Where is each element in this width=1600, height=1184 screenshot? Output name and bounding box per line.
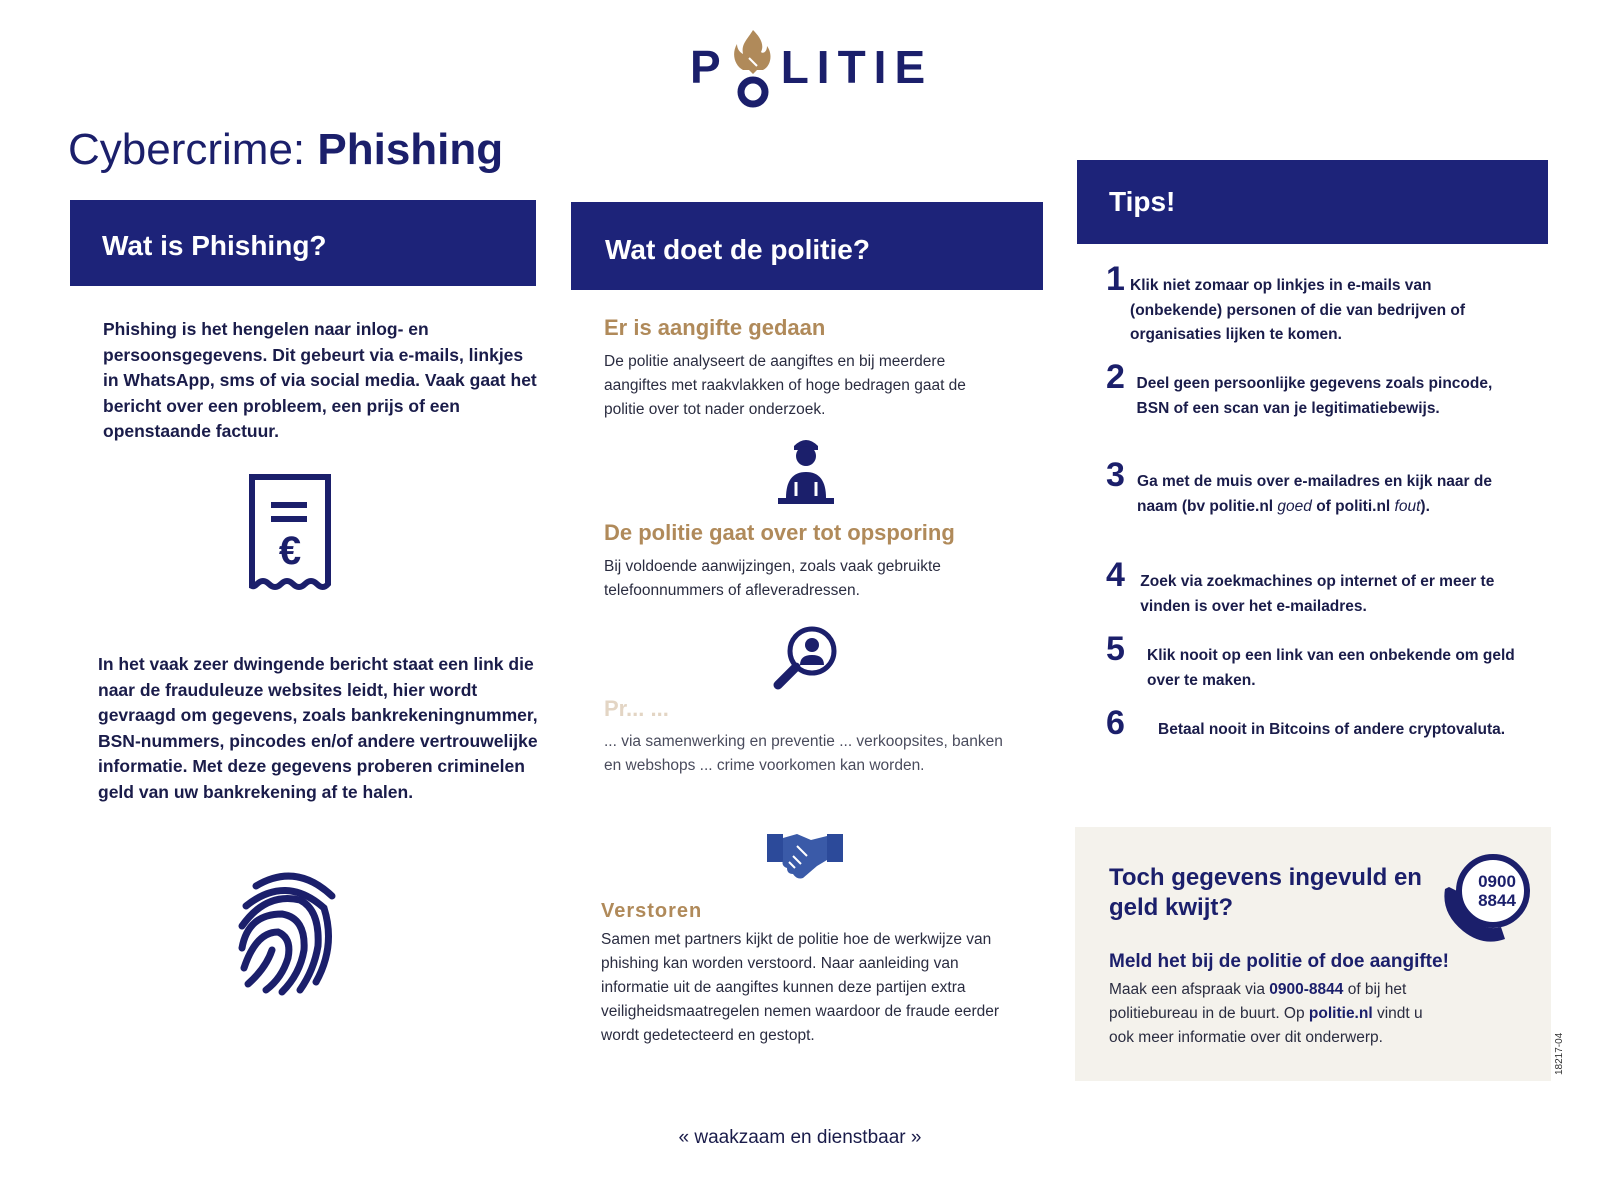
politie-logo <box>690 22 933 112</box>
report-box-title: Toch gegevens ingevuld en geld kwijt? <box>1109 864 1422 921</box>
section-title-verstoren: Verstoren <box>601 900 703 922</box>
report-box-body <box>1109 978 1449 1050</box>
tip-item <box>1106 558 1526 632</box>
section-title-opsporing: De politie gaat over tot opsporing <box>604 520 955 545</box>
tip-item <box>1106 706 1526 780</box>
section-body-aangifte: De politie analyseert de aangiftes en bij meerdere aangiftes met raakvlakken of hoge bedragen gaat de politie over tot nader onderzoek. <box>604 353 966 418</box>
phishing-detail-text: In het vaak zeer dwingende bericht staat een link die naar de frauduleuze websites leidt, hier wordt gevraagd om gegevens, zoals bankrekeningnummer, BSN-nummers, pincodes en/of andere vertrouwelijke informatie. Met deze gegevens proberen criminelen geld van uw bankrekening af te halen. <box>98 654 538 802</box>
magnifier-person-icon <box>772 623 840 696</box>
footer-slogan: « waakzaam en dienstbaar » <box>678 1127 922 1148</box>
tip-number: 6 <box>1106 704 1125 742</box>
page-title <box>68 125 503 175</box>
receipt-euro-symbol: € <box>278 529 302 573</box>
politie-emblem-icon <box>723 22 783 112</box>
banner-heading: Wat doet de politie? <box>605 234 870 265</box>
phone-number-line2: 8844 <box>1478 891 1516 910</box>
tip-item <box>1106 458 1526 558</box>
report-box-subtitle: Meld het bij de politie of doe aangifte! <box>1109 951 1449 972</box>
tip-text-bad: fout <box>1394 497 1421 515</box>
tip-text: Betaal nooit in Bitcoins of andere cryptovaluta. <box>1158 721 1506 738</box>
police-officer-icon <box>776 434 836 511</box>
tip-number: 2 <box>1106 358 1125 396</box>
title-prefix: Cybercrime: <box>68 125 318 174</box>
tip-item <box>1106 262 1526 360</box>
section-title-aangifte: Er is aangifte gedaan <box>604 315 826 340</box>
title-bold: Phishing <box>317 125 504 174</box>
logo-letter-p: P <box>690 41 729 93</box>
tip-item <box>1106 360 1526 458</box>
tip-number: 5 <box>1106 630 1125 668</box>
tip-text-part: ). <box>1420 497 1430 515</box>
phone-icon <box>1439 851 1535 952</box>
report-box <box>1075 827 1551 1081</box>
section-body-opsporing: Bij voldoende aanwijzingen, zoals vaak gebruikte telefoonnummers of afleveradressen. <box>604 558 941 599</box>
body-part: of bij het politiebureau in de buurt. Op <box>1109 981 1407 1022</box>
fingerprint-icon <box>236 866 342 1003</box>
phone-number-line1: 0900 <box>1478 872 1516 891</box>
receipt-euro-icon <box>249 474 331 601</box>
handshake-icon <box>767 826 843 887</box>
tip-text: Deel geen persoonlijke gegevens zoals pincode, BSN of een scan van je legitimatiebewijs. <box>1136 375 1493 417</box>
tip-text: Zoek via zoekmachines op internet of er meer te vinden is over het e-mailadres. <box>1140 573 1495 615</box>
banner-wat-doet-de-politie <box>571 202 1043 290</box>
body-part: Maak een afspraak via <box>1109 981 1270 998</box>
tip-text: Klik nooit op een link van een onbekende om geld over te maken. <box>1147 647 1515 689</box>
tip-text: Klik niet zomaar op linkjes in e-mails van (onbekende) personen of die van bedrijven of organisaties lijken te komen. <box>1130 277 1466 343</box>
tip-number: 1 <box>1106 260 1125 298</box>
logo-letters-litie: LITIE <box>780 41 934 93</box>
banner-heading: Tips! <box>1109 186 1176 217</box>
tip-text-good: goed <box>1277 497 1312 515</box>
banner-heading: Wat is Phishing? <box>102 230 327 261</box>
tip-text-part: Ga met de muis over e-mailadres en kijk naar de naam (bv politie.nl <box>1137 473 1492 515</box>
section-title-preventie: Pr... ... <box>604 696 669 721</box>
tip-item <box>1106 632 1526 706</box>
section-body-verstoren: Samen met partners kijkt de politie hoe de werkwijze van phishing kan worden verstoord. Naar aanleiding van informatie uit de aangiftes kunnen deze partijen extra veiligheidsmaatregelen nemen waardoor de fraude eerder wordt gedetecteerd en gestopt. <box>601 931 1000 1044</box>
tip-text-part: of politi.nl <box>1311 497 1395 515</box>
body-phone: 0900-8844 <box>1269 981 1344 998</box>
banner-tips <box>1077 160 1548 244</box>
tip-number: 4 <box>1106 556 1125 594</box>
tip-number: 3 <box>1106 456 1125 494</box>
tip-text <box>1137 458 1526 558</box>
phishing-intro-text: Phishing is het hengelen naar inlog- en persoonsgegevens. Dit gebeurt via e-mails, linkjes in WhatsApp, sms of via social media. Vaak gaat het bericht over een probleem, een prijs of een openstaande factuur. <box>103 319 537 441</box>
section-body-preventie: ... via samenwerking en preventie ... verkoopsites, banken en webshops ... crime voorkomen kan worden. <box>604 733 1003 774</box>
document-code: 18217-04 <box>1554 1032 1565 1075</box>
banner-wat-is-phishing <box>70 200 536 286</box>
body-part: vindt u ook meer informatie over dit onderwerp. <box>1109 1005 1423 1046</box>
body-site: politie.nl <box>1308 1005 1373 1022</box>
tips-list <box>1106 262 1526 780</box>
